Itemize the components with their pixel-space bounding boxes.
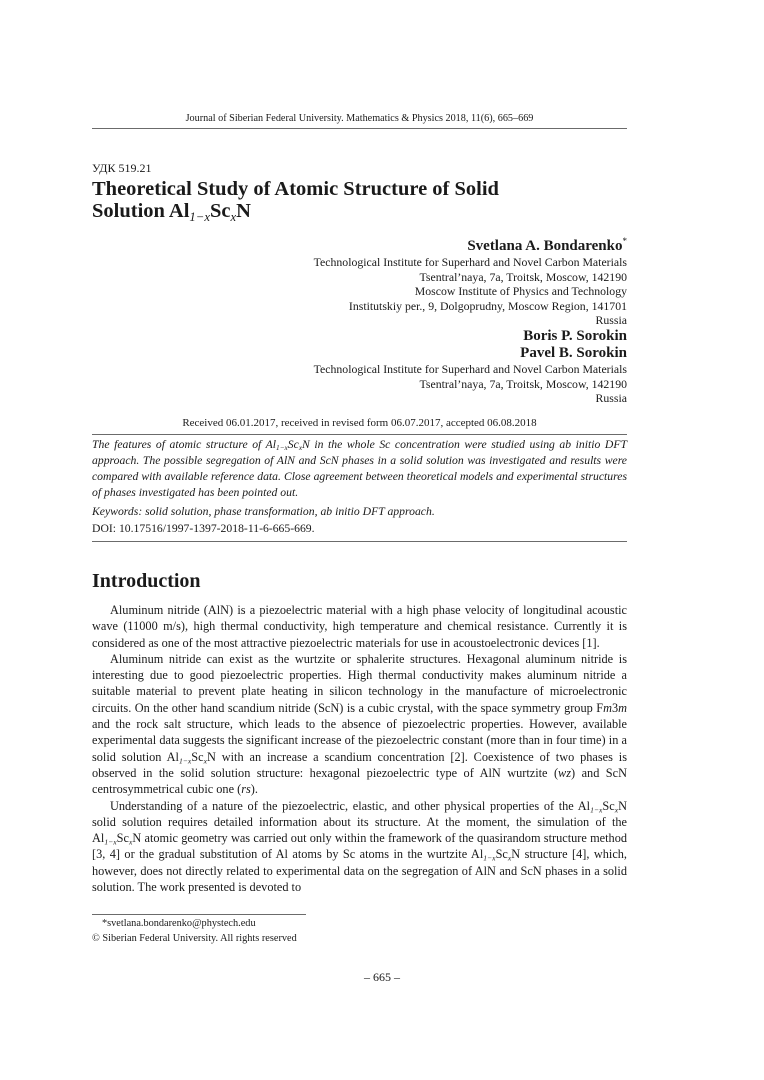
footnote-email[interactable]: *svetlana.bondarenko@phystech.edu	[102, 918, 256, 929]
udc-code: УДК 519.21	[92, 161, 152, 175]
footnote-copyright: © Siberian Federal University. All rights reserved	[92, 932, 297, 944]
affiliation-line: Moscow Institute of Physics and Technology	[414, 284, 627, 299]
body-text	[92, 602, 627, 895]
title-line-1: Theoretical Study of Atomic Structure of Solid	[92, 178, 499, 200]
affiliation-line: Technological Institute for Superhard and Novel Carbon Materials	[313, 255, 627, 269]
paragraph: Understanding of a nature of the piezoelectric, elastic, and other physical properties of the $Al_{1-x}Sc_xN$ solid solution requires detailed information about its structure. At the moment, the simulation of the $Al_{1-x}Sc_xN$ atomic geometry was carried out only within the framework of the quasirandom structure method [3, 4] or the gradual substitution of Al atoms by Sc atoms in the wurtzite $Al_{1-x}Sc_xN$ structure [4], which, however, does not directly related to experimental data on the segregation of AlN and ScN phases in a solid solution. The work presented is devoted to	[92, 798, 627, 895]
footnote-rule	[92, 914, 306, 915]
page-number: – 665 –	[364, 970, 400, 984]
footnotes	[92, 917, 297, 946]
header-rule	[92, 128, 627, 129]
author-name: Pavel B. Sorokin	[520, 344, 627, 361]
paper-title	[92, 178, 632, 222]
affiliation-line: Russia	[595, 391, 627, 406]
abstract: The features of atomic structure of $Al_{1-x}Sc_xN$ in the whole Sc concentration were studied using ab initio DFT approach. The possible segregation of AlN and ScN phases in a solid solution was investigated and results were compared with available reference data. Close agreement between theoretical models and experimental structures of phases investigated has been pointed out.	[92, 438, 627, 499]
affiliation-line: Tsentral’naya, 7a, Troitsk, Moscow, 142190	[419, 269, 627, 284]
running-head: Journal of Siberian Federal University. Mathematics & Physics 2018, 11(6), 665–669	[185, 113, 534, 124]
author-name: Boris P. Sorokin	[523, 327, 627, 344]
title-line-2: Solution $Al_{1-x}Sc_xN$	[92, 200, 251, 224]
affiliation-line: Russia	[595, 313, 627, 328]
abstract-bottom-rule	[92, 541, 627, 542]
affiliation-line: Institutskiy per., 9, Dolgoprudny, Moscow Region, 141701	[348, 298, 627, 313]
section-heading: Introduction	[92, 570, 201, 592]
paragraph: Aluminum nitride (AlN) is a piezoelectric material with a high phase velocity of longitudinal acoustic wave (11000 m/s), high thermal conductivity, high temperature and chemical resistance. Currently it is considered as one of the most attractive piezoelectric materials for use in acoustoelectronic devices [1].	[92, 603, 627, 650]
author-block	[227, 233, 627, 406]
keywords: Keywords: solid solution, phase transformation, ab initio DFT approach.	[92, 505, 435, 518]
paragraph: Aluminum nitride can exist as the wurtzite or sphalerite structures. Hexagonal aluminum nitride is interesting due to good piezoelectric properties. High thermal conductivity makes aluminum nitride a suitable material to prevent plate heating in silicon technology in the manufacture of microelectronic circuits. On the other hand scandium nitride (ScN) is a cubic crystal, with the space symmetry group Fm3m and the rock salt structure, which leads to the absence of piezoelectric properties. However, available experimental data suggests the significant increase of the piezoelectric constant (more than in four time) in a solid solution $Al_{1-x}Sc_xN$ with an increase a scandium concentration [2]. Coexistence of two phases is observed in the solid solution structure: hexagonal piezoelectric type of AlN wurtzite (wz) and ScN centrosymmetrical cubic one (rs).	[92, 651, 627, 797]
doi[interactable]: DOI: 10.17516/1997-1397-2018-11-6-665-669.	[92, 522, 315, 535]
author-name: Svetlana A. Bondarenko*	[467, 236, 627, 254]
received-dates: Received 06.01.2017, received in revised form 06.07.2017, accepted 06.08.2018	[182, 417, 537, 429]
abstract-top-rule	[92, 434, 627, 435]
affiliation-line: Tsentral’naya, 7a, Troitsk, Moscow, 142190	[419, 376, 627, 391]
affiliation-line: Technological Institute for Superhard and Novel Carbon Materials	[313, 361, 627, 376]
